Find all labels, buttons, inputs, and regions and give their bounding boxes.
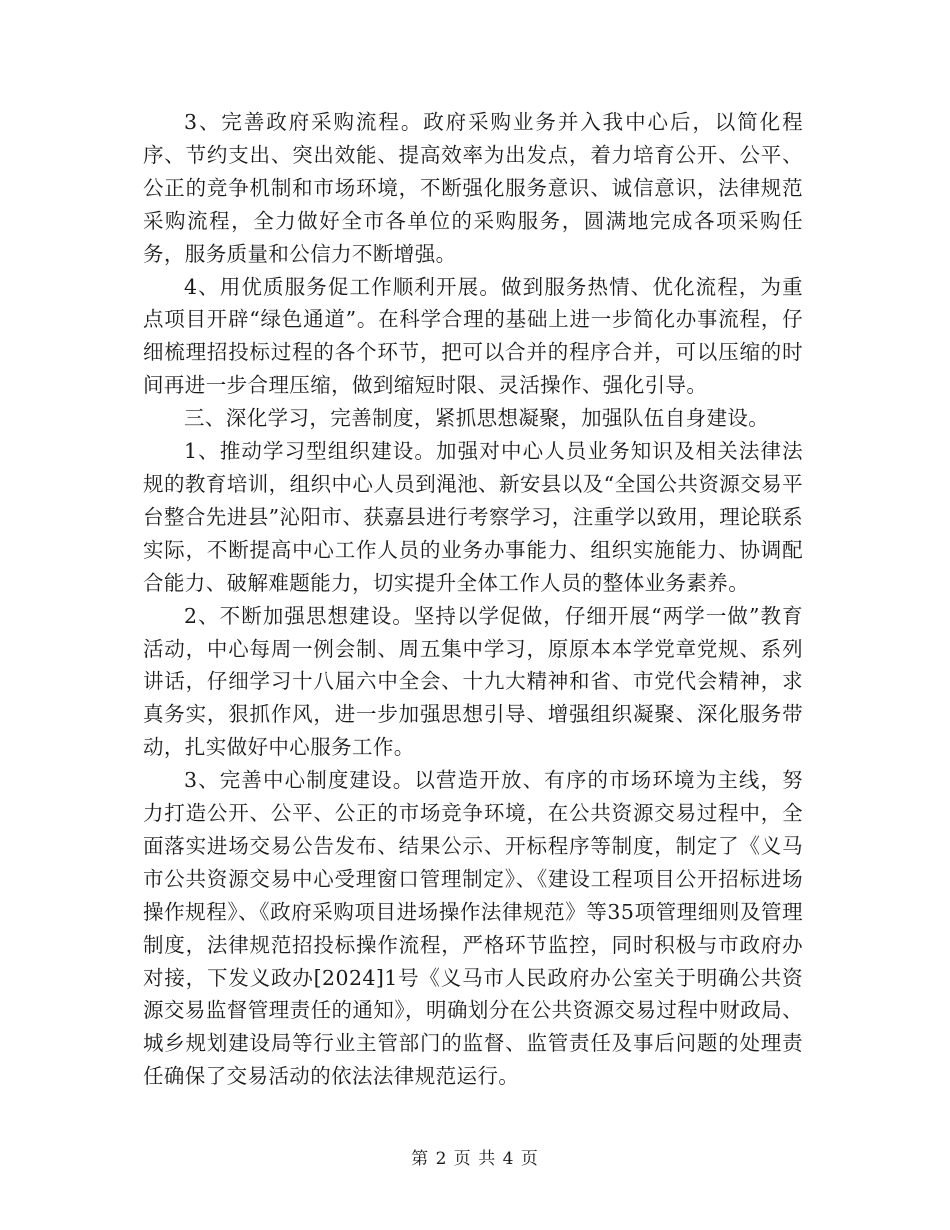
section-heading-three: 三、深化学习，完善制度，紧抓思想凝聚，加强队伍自身建设。 bbox=[184, 406, 770, 431]
document-body bbox=[143, 106, 803, 1093]
paragraph-ideological-building: 2、不断加强思想建设。坚持以学促做，仔细开展“两学一做”教育活动，中心每周一例会制、周五集中学习，原原本本学党章党规、系列讲话，仔细学习十八届六中全会、十九大精神和省、市党代会精神，求真务实，狠抓作风，进一步加强思想引导、增强组织凝聚、深化服务带动，扎实做好中心服务工作。 bbox=[143, 603, 803, 760]
paragraph-procurement-process: 3、完善政府采购流程。政府采购业务并入我中心后，以简化程序、节约支出、突出效能、提高效率为出发点，着力培育公开、公平、公正的竞争机制和市场环境，不断强化服务意识、诚信意识，法律规范采购流程，全力做好全市各单位的采购服务，圆满地完成各项采购任务，服务质量和公信力不断增强。 bbox=[143, 110, 803, 266]
paragraph-system-building: 3、完善中心制度建设。以营造开放、有序的市场环境为主线，努力打造公开、公平、公正的市场竞争环境，在公共资源交易过程中，全面落实进场交易公告发布、结果公示、开标程序等制度，制定了《义马市公共资源交易中心受理窗口管理制定》、《建设工程项目公开招标进场操作规程》、《政府采购项目进场操作法律规范》等35项管理细则及管理制度，法律规范招投标操作流程，严格环节监控，同时积极与市政府办对接，下发义政办[2024]1号《义马市人民政府办公室关于明确公共资源交易监督管理责任的通知》，明确划分在公共资源交易过程中财政局、城乡规划建设局等行业主管部门的监督、监管责任及事后问题的处理责任确保了交易活动的依法法律规范运行。 bbox=[143, 768, 803, 1089]
paragraph-quality-service: 4、用优质服务促工作顺利开展。做到服务热情、优化流程，为重点项目开辟“绿色通道”。在科学合理的基础上进一步简化办事流程，仔细梳理招投标过程的各个环节，把可以合并的程序合并，可以压缩的时间再进一步合理压缩，做到缩短时限、灵活操作、强化引导。 bbox=[143, 274, 803, 398]
paragraph-learning-organization: 1、推动学习型组织建设。加强对中心人员业务知识及相关法律法规的教育培训，组织中心人员到渑池、新安县以及“全国公共资源交易平台整合先进县”沁阳市、获嘉县进行考察学习，注重学以致用，理论联系实际，不断提高中心工作人员的业务办事能力、组织实施能力、协调配合能力、破解难题能力，切实提升全体工作人员的整体业务素养。 bbox=[143, 439, 803, 595]
page-number-footer: 第 2 页 共 4 页 bbox=[411, 1149, 539, 1169]
